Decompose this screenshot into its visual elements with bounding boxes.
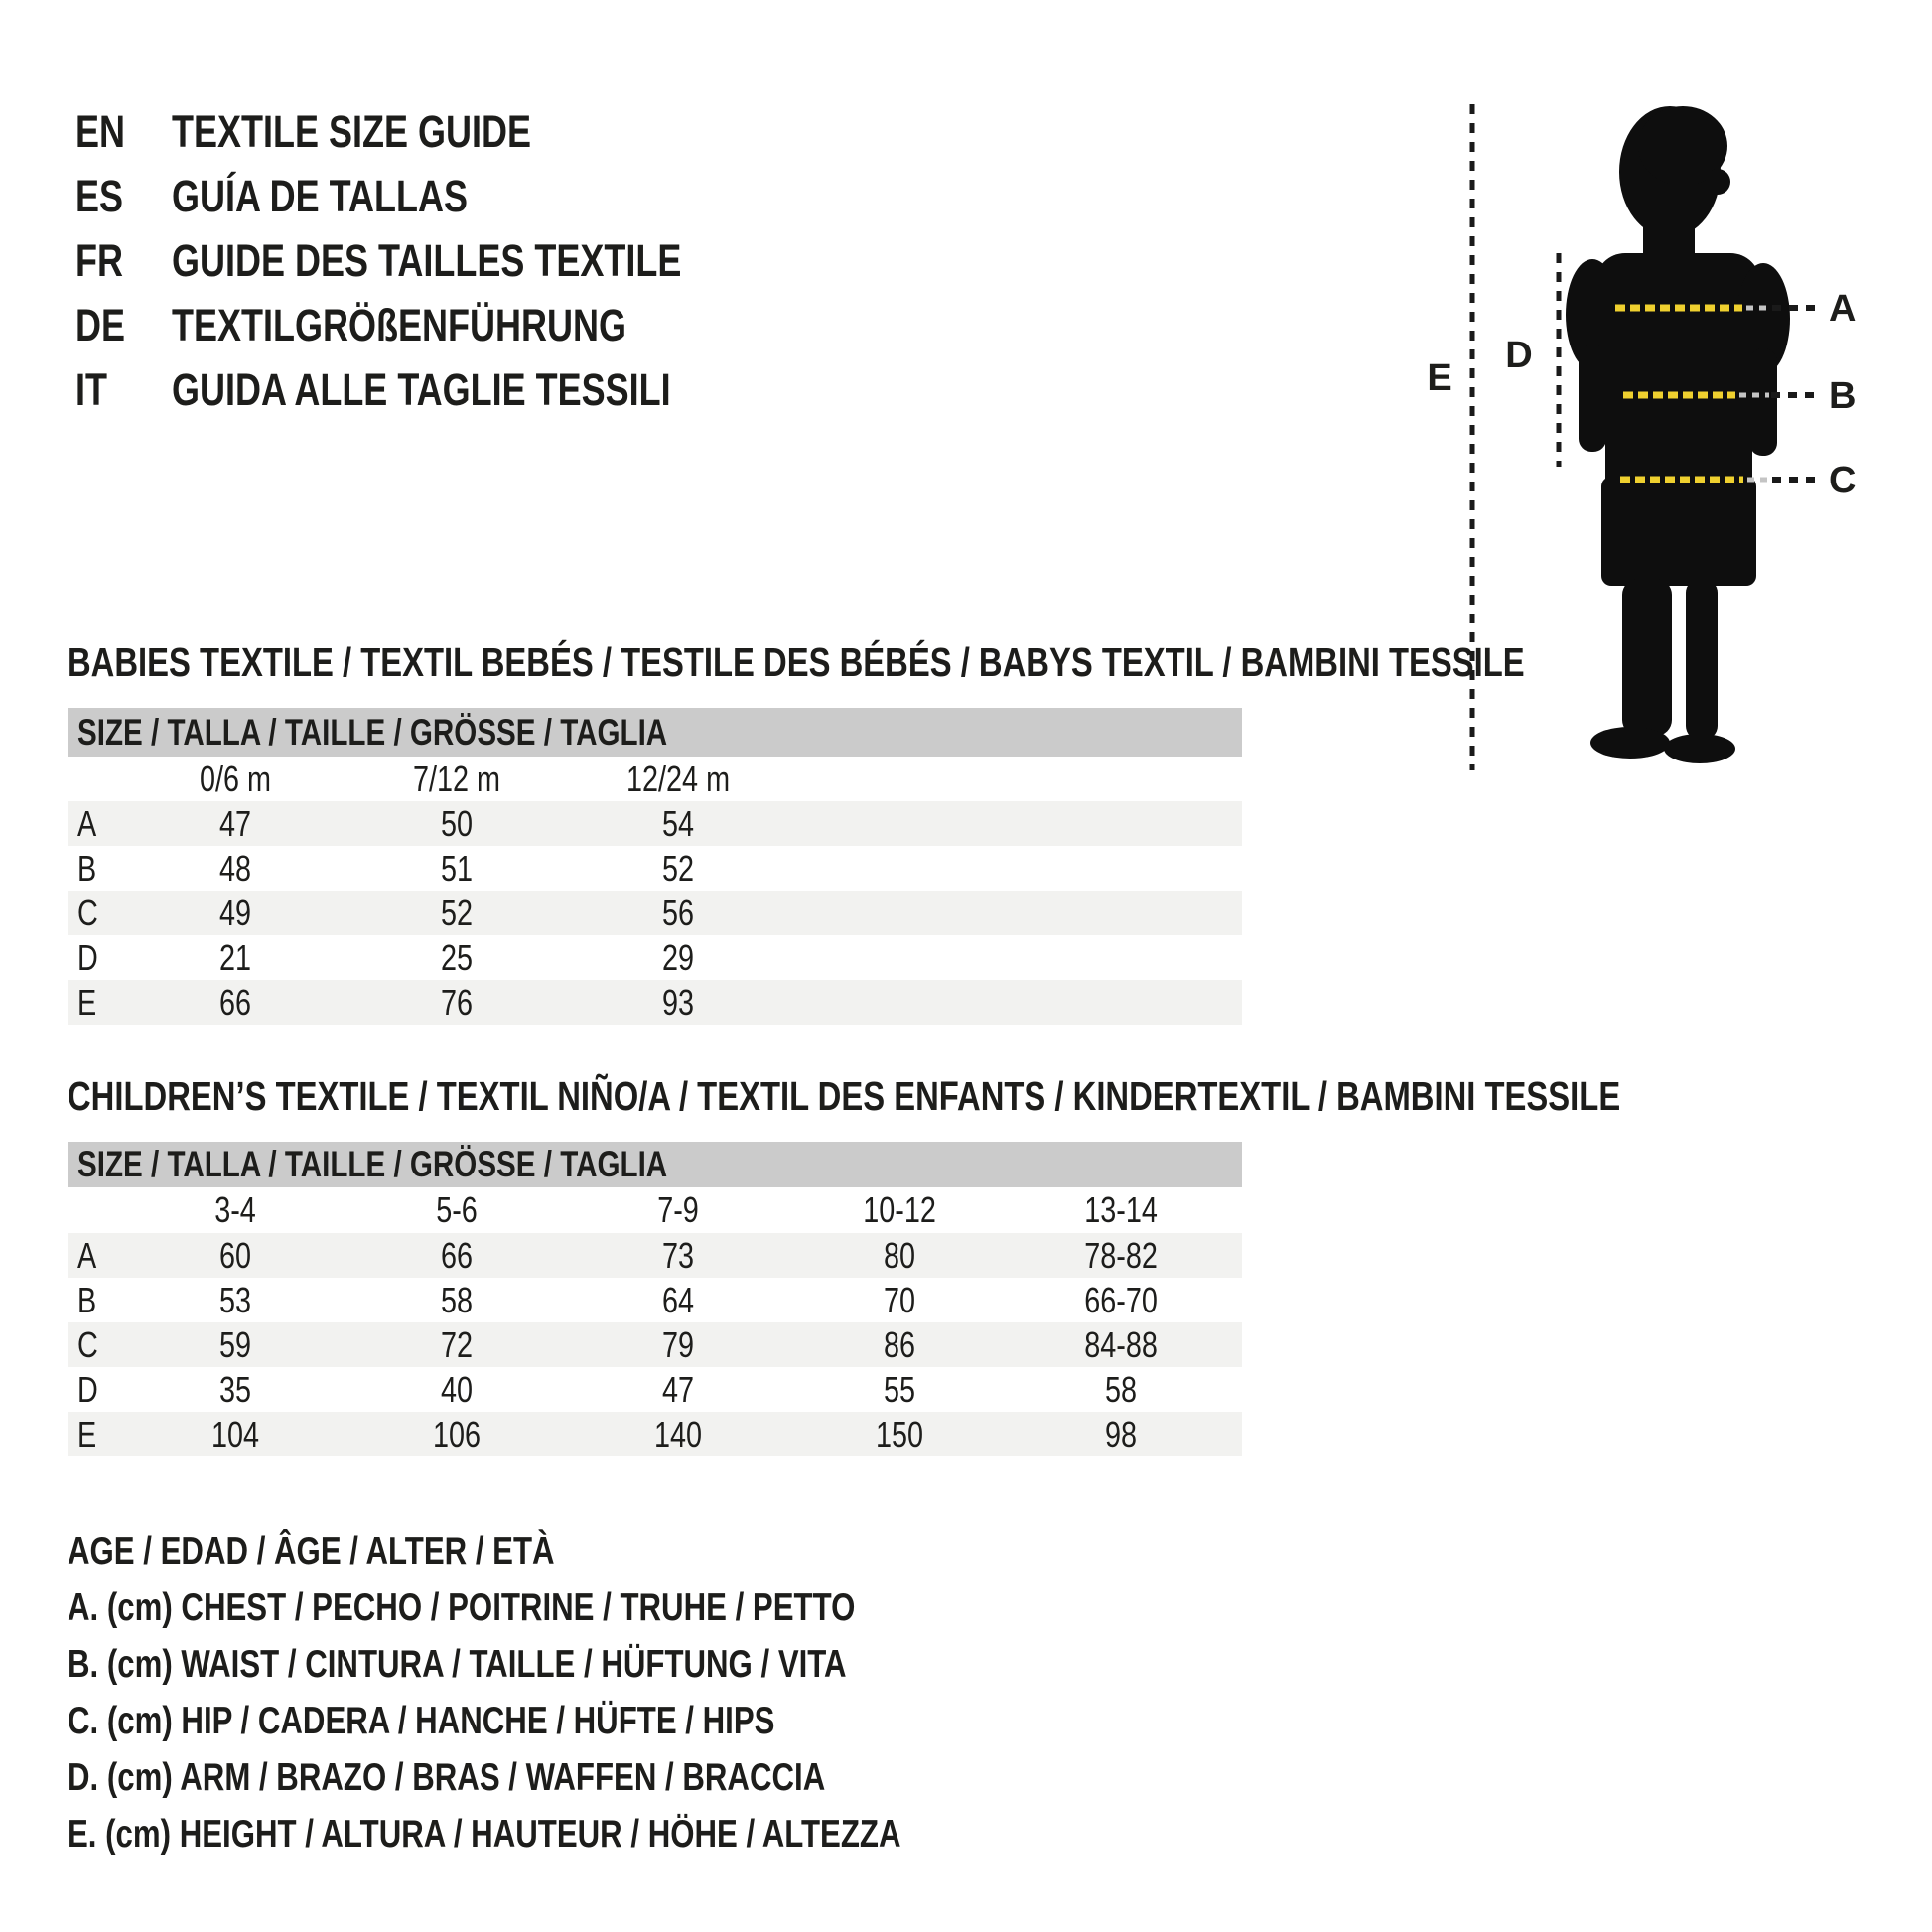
children-column-0: 3-4 <box>214 1189 257 1230</box>
language-title-list <box>75 99 809 422</box>
language-code-es: ES <box>75 170 124 221</box>
babies-row-c <box>68 891 1242 935</box>
language-title-en: TEXTILE SIZE GUIDE <box>172 105 532 157</box>
children-cell: 70 <box>884 1279 916 1320</box>
babies-row-e <box>68 980 1242 1025</box>
language-code-it: IT <box>75 363 107 415</box>
babies-column-0: 0/6 m <box>200 758 272 799</box>
language-row-fr <box>75 228 809 293</box>
children-size-table <box>68 1142 1242 1456</box>
measurement-legend <box>68 1523 1109 1863</box>
children-cell: 106 <box>433 1413 482 1454</box>
babies-row-b-label: B <box>77 847 97 889</box>
babies-cell: 49 <box>219 892 252 933</box>
babies-row-a <box>68 801 1242 846</box>
babies-cell: 48 <box>219 847 252 889</box>
babies-cell: 93 <box>662 981 695 1023</box>
babies-cell: 52 <box>662 847 695 889</box>
children-cell: 78-82 <box>1084 1234 1159 1276</box>
babies-column-2: 12/24 m <box>626 758 731 799</box>
children-cell: 35 <box>219 1368 252 1410</box>
children-cell: 84-88 <box>1084 1323 1159 1365</box>
babies-row-e-label: E <box>77 981 97 1023</box>
babies-cell: 76 <box>441 981 474 1023</box>
language-code-en: EN <box>75 105 126 157</box>
language-title-es: GUÍA DE TALLAS <box>172 170 468 221</box>
children-cell: 79 <box>662 1323 695 1365</box>
children-cell: 140 <box>654 1413 703 1454</box>
children-row-b-label: B <box>77 1279 97 1320</box>
measure-label-e: E <box>1427 357 1452 399</box>
babies-column-header-row <box>68 757 1242 801</box>
child-measurement-figure <box>1370 94 1886 789</box>
children-column-3: 10-12 <box>863 1189 937 1230</box>
children-row-c <box>68 1322 1242 1367</box>
measure-label-c: C <box>1829 460 1857 501</box>
babies-row-d-label: D <box>77 936 98 978</box>
children-cell: 40 <box>441 1368 474 1410</box>
babies-row-d <box>68 935 1242 980</box>
babies-row-a-label: A <box>77 802 97 844</box>
children-row-e-label: E <box>77 1413 97 1454</box>
children-cell: 55 <box>884 1368 916 1410</box>
babies-size-header-bar <box>68 708 1242 757</box>
babies-cell: 52 <box>441 892 474 933</box>
children-row-a <box>68 1233 1242 1278</box>
children-cell: 72 <box>441 1323 474 1365</box>
babies-section-title: BABIES TEXTILE / TEXTIL BEBÉS / TESTILE DES BÉBÉS / BABYS TEXTIL / BAMBINI TESSILE <box>68 639 1525 685</box>
babies-cell: 29 <box>662 936 695 978</box>
children-cell: 66-70 <box>1084 1279 1159 1320</box>
children-size-header-bar <box>68 1142 1242 1187</box>
children-cell: 47 <box>662 1368 695 1410</box>
babies-cell: 47 <box>219 802 252 844</box>
legend-chest: A. (cm) CHEST / PECHO / POITRINE / TRUHE / PETTO <box>68 1587 856 1629</box>
legend-age: AGE / EDAD / ÂGE / ALTER / ETÀ <box>68 1530 555 1573</box>
babies-cell: 66 <box>219 981 252 1023</box>
children-cell: 86 <box>884 1323 916 1365</box>
children-row-b <box>68 1278 1242 1322</box>
language-row-de <box>75 293 809 357</box>
babies-size-header-text: SIZE / TALLA / TAILLE / GRÖSSE / TAGLIA <box>77 711 668 753</box>
language-title-it: GUIDA ALLE TAGLIE TESSILI <box>172 363 671 415</box>
babies-row-c-label: C <box>77 892 98 933</box>
legend-arm: D. (cm) ARM / BRAZO / BRAS / WAFFEN / BRACCIA <box>68 1756 826 1799</box>
children-cell: 66 <box>441 1234 474 1276</box>
children-row-e <box>68 1412 1242 1456</box>
measure-label-b: B <box>1829 375 1857 417</box>
children-cell: 58 <box>441 1279 474 1320</box>
babies-size-table <box>68 708 1242 1025</box>
language-code-fr: FR <box>75 234 123 286</box>
children-cell: 80 <box>884 1234 916 1276</box>
language-title-de: TEXTILGRÖßENFÜHRUNG <box>172 299 626 350</box>
babies-cell: 51 <box>441 847 474 889</box>
babies-cell: 25 <box>441 936 474 978</box>
babies-cell: 54 <box>662 802 695 844</box>
children-section-title: CHILDREN’S TEXTILE / TEXTIL NIÑO/A / TEXTIL DES ENFANTS / KINDERTEXTIL / BAMBINI TESSILE <box>68 1073 1621 1119</box>
children-column-header-row <box>68 1187 1242 1233</box>
children-row-d <box>68 1367 1242 1412</box>
legend-waist: B. (cm) WAIST / CINTURA / TAILLE / HÜFTUNG / VITA <box>68 1643 847 1686</box>
children-row-a-label: A <box>77 1234 97 1276</box>
children-cell: 59 <box>219 1323 252 1365</box>
children-size-header-text: SIZE / TALLA / TAILLE / GRÖSSE / TAGLIA <box>77 1144 668 1184</box>
babies-cell: 50 <box>441 802 474 844</box>
legend-hip: C. (cm) HIP / CADERA / HANCHE / HÜFTE / HIPS <box>68 1700 775 1742</box>
children-row-c-label: C <box>77 1323 98 1365</box>
babies-column-1: 7/12 m <box>413 758 501 799</box>
children-column-4: 13-14 <box>1084 1189 1159 1230</box>
children-cell: 73 <box>662 1234 695 1276</box>
language-row-es <box>75 164 809 228</box>
measure-label-d: D <box>1505 335 1533 376</box>
children-cell: 53 <box>219 1279 252 1320</box>
children-cell: 58 <box>1105 1368 1138 1410</box>
children-cell: 60 <box>219 1234 252 1276</box>
children-cell: 150 <box>876 1413 924 1454</box>
language-code-de: DE <box>75 299 126 350</box>
language-row-it <box>75 357 809 422</box>
children-column-2: 7-9 <box>657 1189 700 1230</box>
children-column-1: 5-6 <box>436 1189 479 1230</box>
children-cell: 64 <box>662 1279 695 1320</box>
children-row-d-label: D <box>77 1368 98 1410</box>
children-cell: 98 <box>1105 1413 1138 1454</box>
language-row-en <box>75 99 809 164</box>
language-title-fr: GUIDE DES TAILLES TEXTILE <box>172 234 682 286</box>
measure-label-a: A <box>1829 288 1857 330</box>
babies-cell: 56 <box>662 892 695 933</box>
babies-row-b <box>68 846 1242 891</box>
babies-cell: 21 <box>219 936 252 978</box>
legend-height: E. (cm) HEIGHT / ALTURA / HAUTEUR / HÖHE / ALTEZZA <box>68 1813 901 1856</box>
children-cell: 104 <box>211 1413 260 1454</box>
